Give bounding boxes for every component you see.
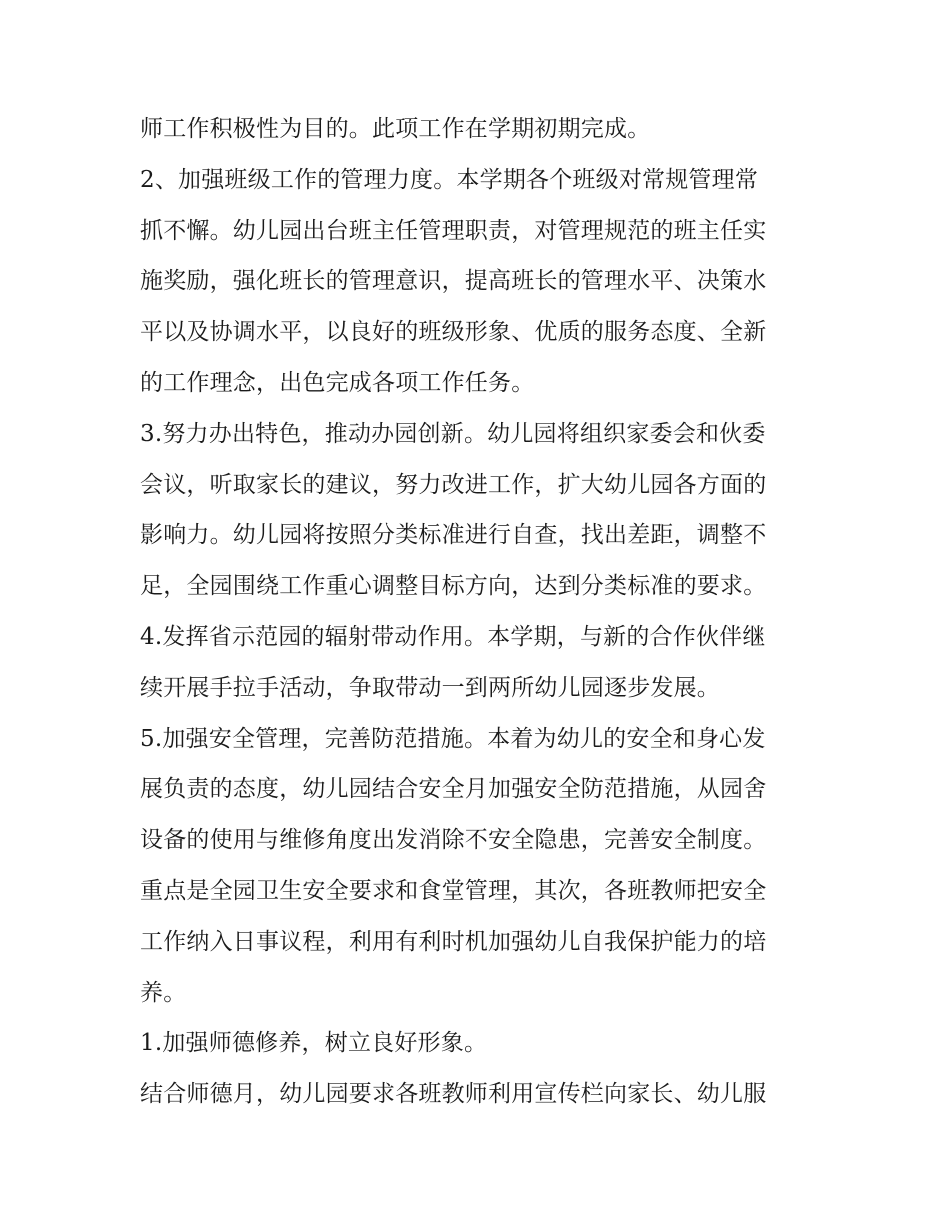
text-line: 的工作理念，出色完成各项工作任务。	[140, 369, 535, 396]
text-line: 足，全园围绕工作重心调整目标方向，达到分类标准的要求。	[140, 573, 767, 600]
text-line: 工作纳入日事议程，利用有利时机加强幼儿自我保护能力的培	[140, 928, 767, 955]
text-line: 续开展手拉手活动，争取带动一到两所幼儿园逐步发展。	[140, 674, 720, 701]
document-body	[140, 104, 820, 1120]
text-line: 展负责的态度，幼儿园结合安全月加强安全防范措施，从园舍	[140, 776, 767, 803]
text-line: 养。	[140, 979, 187, 1006]
text-line: 1.加强师德修养，树立良好形象。	[140, 1030, 488, 1057]
text-line: 重点是全园卫生安全要求和食堂管理，其次，各班教师把安全	[140, 877, 767, 904]
text-line: 设备的使用与维修角度出发消除不安全隐患，完善安全制度。	[140, 827, 767, 854]
text-line: 平以及协调水平，以良好的班级形象、优质的服务态度、全新	[140, 319, 767, 346]
text-line: 5.加强安全管理，完善防范措施。本着为幼儿的安全和身心发	[140, 725, 766, 752]
text-line: 结合师德月，幼儿园要求各班教师利用宣传栏向家长、幼儿服	[140, 1081, 767, 1108]
text-line: 会议，听取家长的建议，努力改进工作，扩大幼儿园各方面的	[140, 471, 767, 498]
text-line: 抓不懈。幼儿园出台班主任管理职责，对管理规范的班主任实	[140, 217, 767, 244]
text-line: 师工作积极性为目的。此项工作在学期初期完成。	[140, 116, 651, 142]
text-line: 2、加强班级工作的管理力度。本学期各个班级对常规管理常	[140, 166, 759, 193]
text-line: 3.努力办出特色，推动办园创新。幼儿园将组织家委会和伙委	[140, 420, 766, 447]
text-line: 影响力。幼儿园将按照分类标准进行自查，找出差距，调整不	[140, 522, 767, 549]
text-line: 4.发挥省示范园的辐射带动作用。本学期，与新的合作伙伴继	[140, 623, 766, 650]
text-line: 施奖励，强化班长的管理意识，提高班长的管理水平、决策水	[140, 268, 767, 295]
